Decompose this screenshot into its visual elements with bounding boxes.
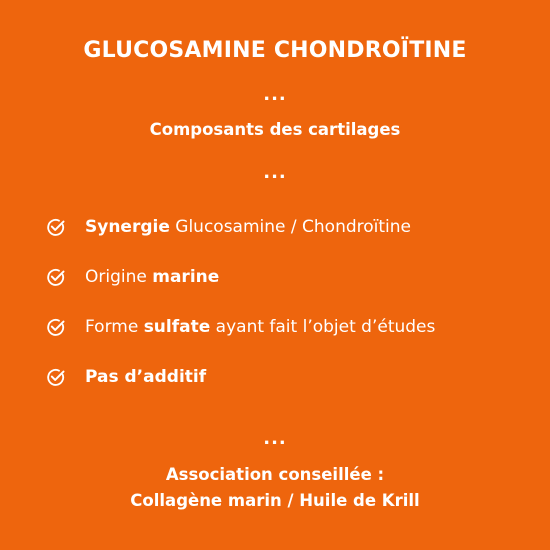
feature-item-additif <box>46 360 536 394</box>
feature-item-origine <box>46 260 536 294</box>
feature-text <box>85 217 411 237</box>
feature-normal: Forme <box>85 317 144 337</box>
feature-bold: marine <box>152 267 220 287</box>
product-title: GLUCOSAMINE CHONDROÏTINE <box>83 38 467 63</box>
product-subtitle: Composants des cartilages <box>149 120 401 139</box>
association-label: Association conseillée : <box>165 465 385 484</box>
feature-normal-after: ayant fait l’objet d’études <box>210 317 436 337</box>
feature-text <box>85 367 206 387</box>
check-circle-icon <box>46 317 66 337</box>
feature-bold: sulfate <box>143 317 211 337</box>
association-note <box>0 462 550 514</box>
check-circle-icon <box>46 267 66 287</box>
feature-item-synergie <box>46 210 536 244</box>
separator-dots: ... <box>263 162 287 183</box>
feature-bold: Pas d’additif <box>85 367 207 387</box>
feature-text <box>85 267 219 287</box>
separator-dots: ... <box>263 428 287 449</box>
check-circle-icon <box>46 217 66 237</box>
feature-normal: Origine <box>85 267 153 287</box>
feature-item-forme <box>46 310 536 344</box>
association-products: Collagène marin / Huile de Krill <box>130 491 420 510</box>
feature-list <box>46 210 536 410</box>
separator-dots: ... <box>263 84 287 105</box>
feature-bold: Synergie <box>85 217 170 237</box>
check-circle-icon <box>46 367 66 387</box>
feature-text <box>85 317 435 337</box>
feature-normal: Glucosamine / Chondroïtine <box>169 217 411 237</box>
